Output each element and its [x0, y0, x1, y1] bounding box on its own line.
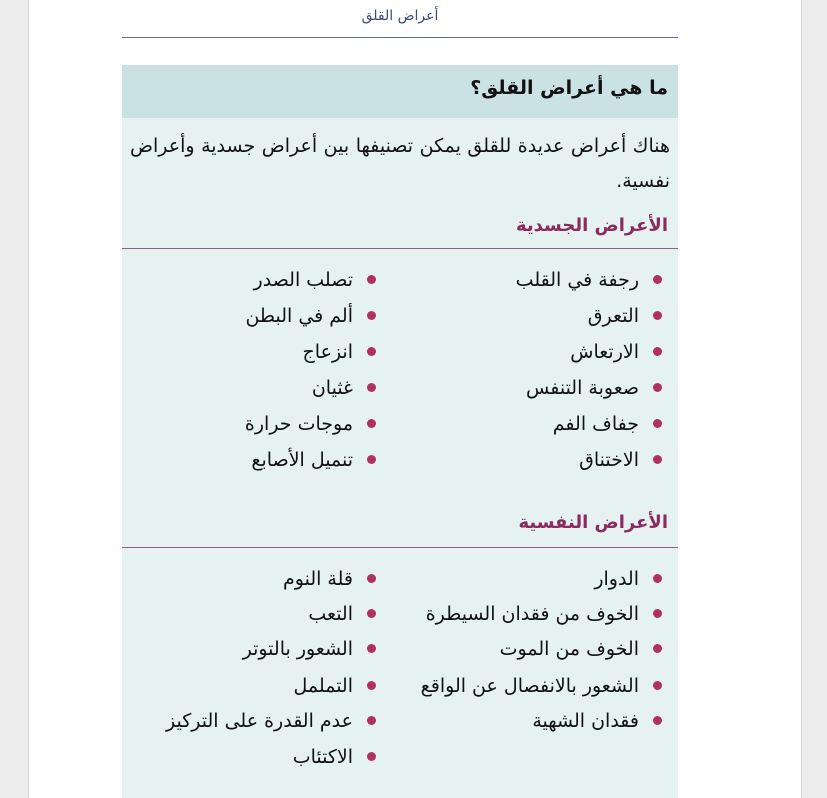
list-item: الدوار — [594, 567, 662, 591]
list-item: التململ — [294, 674, 376, 698]
list-item: الشعور بالانفصال عن الواقع — [421, 674, 662, 698]
bullet-icon — [653, 311, 662, 320]
list-item: عدم القدرة على التركيز — [166, 709, 376, 733]
bullet-icon — [367, 644, 376, 653]
bullet-icon — [653, 347, 662, 356]
psychological-section-divider — [122, 547, 678, 548]
bullet-icon — [367, 574, 376, 583]
bullet-icon — [367, 383, 376, 392]
list-item: الخوف من الموت — [500, 637, 662, 661]
list-item: التعرق — [588, 304, 662, 328]
list-item: الشعور بالتوتر — [243, 637, 376, 661]
bullet-icon — [653, 681, 662, 690]
list-item: غثيان — [312, 376, 376, 400]
box-title: ما هي أعراض القلق؟ — [470, 77, 668, 99]
bullet-icon — [653, 609, 662, 618]
list-item: الخوف من فقدان السيطرة — [426, 602, 662, 626]
physical-section-divider — [122, 248, 678, 249]
bullet-icon — [653, 644, 662, 653]
list-item: صعوبة التنفس — [526, 376, 662, 400]
list-item: تنميل الأصابع — [251, 448, 376, 472]
header-divider — [122, 37, 678, 38]
intro-paragraph: هناك أعراض عديدة للقلق يمكن تصنيفها بين أعراض جسدية وأعراض نفسية. — [130, 135, 670, 192]
info-box — [122, 65, 678, 798]
list-item: انزعاج — [303, 340, 376, 364]
list-item: الارتعاش — [570, 340, 662, 364]
bullet-icon — [653, 716, 662, 725]
list-item: موجات حرارة — [245, 412, 376, 436]
list-item: الاكتئاب — [293, 745, 376, 769]
bullet-icon — [367, 716, 376, 725]
bullet-icon — [367, 347, 376, 356]
bullet-icon — [653, 455, 662, 464]
list-item: ألم في البطن — [245, 304, 376, 328]
box-title-bar — [122, 65, 678, 118]
bullet-icon — [367, 609, 376, 618]
bullet-icon — [367, 455, 376, 464]
bullet-icon — [653, 275, 662, 284]
bullet-icon — [653, 383, 662, 392]
bullet-icon — [367, 419, 376, 428]
list-item: قلة النوم — [283, 567, 376, 591]
list-item: التعب — [308, 602, 376, 626]
list-item: جفاف الفم — [553, 412, 662, 436]
list-item: رجفة في القلب — [516, 268, 662, 292]
list-item: فقدان الشهية — [532, 709, 662, 733]
list-item: الاختناق — [579, 448, 662, 472]
bullet-icon — [367, 681, 376, 690]
physical-section-title: الأعراض الجسدية — [515, 215, 668, 236]
running-header: أعراض القلق — [361, 8, 439, 24]
psychological-section-title: الأعراض النفسية — [518, 512, 668, 533]
list-item: تصلب الصدر — [254, 268, 376, 292]
bullet-icon — [367, 275, 376, 284]
bullet-icon — [367, 311, 376, 320]
bullet-icon — [653, 574, 662, 583]
bullet-icon — [653, 419, 662, 428]
bullet-icon — [367, 752, 376, 761]
